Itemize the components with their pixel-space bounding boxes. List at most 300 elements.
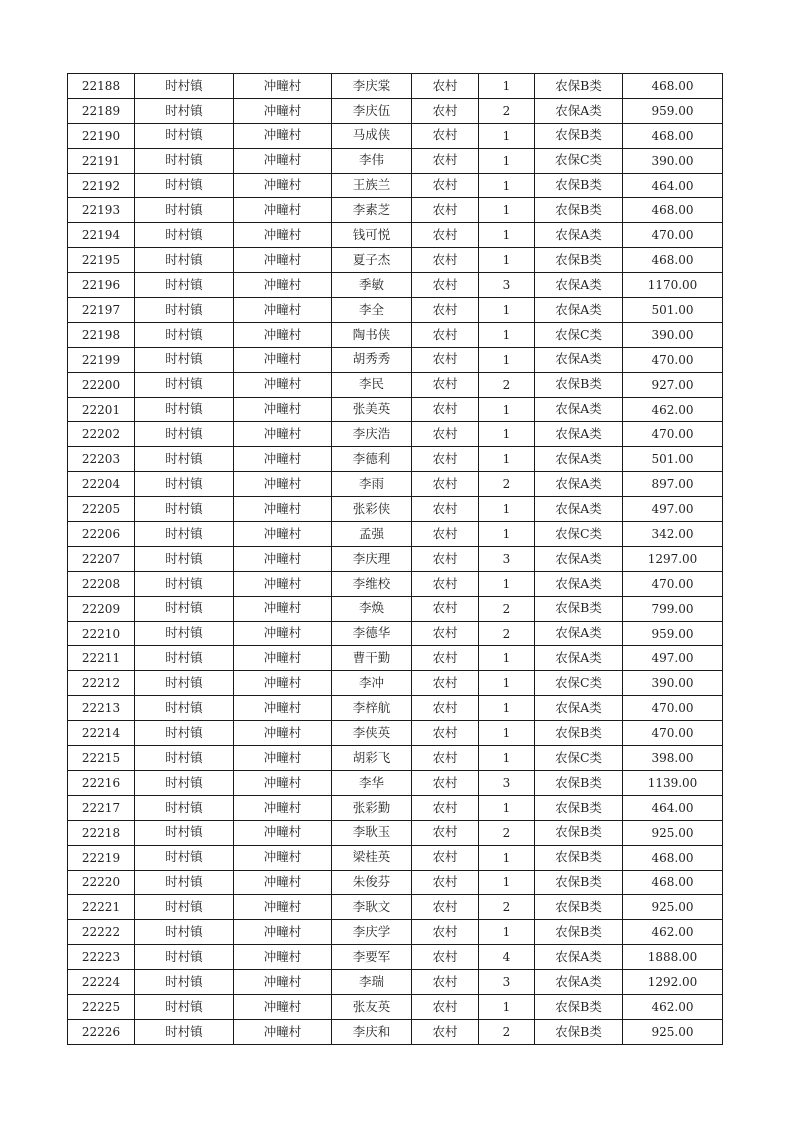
household-count-cell: 1 [479,248,535,273]
insurance-category-cell: 农保C类 [535,148,623,173]
amount-cell: 468.00 [623,845,723,870]
residence-type-cell: 农村 [412,198,479,223]
insurance-category-cell: 农保A类 [535,397,623,422]
household-count-cell: 2 [479,472,535,497]
insurance-category-cell: 农保B类 [535,845,623,870]
town-cell: 时村镇 [135,522,234,547]
household-count-cell: 1 [479,571,535,596]
household-count-cell: 3 [479,273,535,298]
insurance-category-cell: 农保B类 [535,596,623,621]
table-row [68,820,723,845]
row-number-cell: 22210 [68,621,135,646]
row-number-cell: 22216 [68,770,135,795]
town-cell: 时村镇 [135,820,234,845]
row-number-cell: 22188 [68,74,135,99]
insurance-category-cell: 农保C类 [535,322,623,347]
row-number-cell: 22223 [68,945,135,970]
residence-type-cell: 农村 [412,273,479,298]
residence-type-cell: 农村 [412,795,479,820]
table-row [68,895,723,920]
village-cell: 冲疃村 [234,596,332,621]
residence-type-cell: 农村 [412,322,479,347]
insurance-category-cell: 农保A类 [535,347,623,372]
amount-cell: 342.00 [623,522,723,547]
table-body [68,74,723,1045]
town-cell: 时村镇 [135,173,234,198]
table-row [68,721,723,746]
town-cell: 时村镇 [135,770,234,795]
amount-cell: 398.00 [623,746,723,771]
name-cell: 李耿文 [332,895,412,920]
name-cell: 张美英 [332,397,412,422]
residence-type-cell: 农村 [412,497,479,522]
name-cell: 李庆理 [332,546,412,571]
town-cell: 时村镇 [135,298,234,323]
amount-cell: 468.00 [623,123,723,148]
amount-cell: 464.00 [623,795,723,820]
village-cell: 冲疃村 [234,696,332,721]
village-cell: 冲疃村 [234,198,332,223]
residence-type-cell: 农村 [412,397,479,422]
household-count-cell: 2 [479,98,535,123]
name-cell: 胡彩飞 [332,746,412,771]
town-cell: 时村镇 [135,223,234,248]
residence-type-cell: 农村 [412,820,479,845]
village-cell: 冲疃村 [234,397,332,422]
town-cell: 时村镇 [135,696,234,721]
village-cell: 冲疃村 [234,970,332,995]
insurance-category-cell: 农保B类 [535,820,623,845]
residence-type-cell: 农村 [412,621,479,646]
residence-type-cell: 农村 [412,173,479,198]
insurance-category-cell: 农保A类 [535,298,623,323]
household-count-cell: 2 [479,372,535,397]
insurance-category-cell: 农保B类 [535,870,623,895]
insurance-category-cell: 农保A类 [535,571,623,596]
village-cell: 冲疃村 [234,546,332,571]
amount-cell: 462.00 [623,397,723,422]
amount-cell: 897.00 [623,472,723,497]
name-cell: 钱可悦 [332,223,412,248]
name-cell: 李冲 [332,671,412,696]
amount-cell: 1292.00 [623,970,723,995]
residence-type-cell: 农村 [412,74,479,99]
row-number-cell: 22204 [68,472,135,497]
table-row [68,397,723,422]
table-row [68,372,723,397]
table-row [68,596,723,621]
row-number-cell: 22197 [68,298,135,323]
town-cell: 时村镇 [135,98,234,123]
row-number-cell: 22203 [68,447,135,472]
residence-type-cell: 农村 [412,248,479,273]
insurance-category-cell: 农保A类 [535,497,623,522]
row-number-cell: 22207 [68,546,135,571]
village-cell: 冲疃村 [234,123,332,148]
name-cell: 李梓航 [332,696,412,721]
amount-cell: 1170.00 [623,273,723,298]
town-cell: 时村镇 [135,447,234,472]
amount-cell: 470.00 [623,422,723,447]
residence-type-cell: 农村 [412,372,479,397]
row-number-cell: 22226 [68,1019,135,1044]
name-cell: 李焕 [332,596,412,621]
residence-type-cell: 农村 [412,945,479,970]
insurance-category-cell: 农保A类 [535,696,623,721]
row-number-cell: 22219 [68,845,135,870]
name-cell: 张彩侠 [332,497,412,522]
amount-cell: 468.00 [623,870,723,895]
table-row [68,770,723,795]
name-cell: 王族兰 [332,173,412,198]
village-cell: 冲疃村 [234,422,332,447]
town-cell: 时村镇 [135,472,234,497]
household-count-cell: 1 [479,746,535,771]
residence-type-cell: 农村 [412,870,479,895]
village-cell: 冲疃村 [234,173,332,198]
row-number-cell: 22194 [68,223,135,248]
village-cell: 冲疃村 [234,447,332,472]
table-row [68,322,723,347]
table-row [68,746,723,771]
name-cell: 胡秀秀 [332,347,412,372]
residence-type-cell: 农村 [412,970,479,995]
name-cell: 李素芝 [332,198,412,223]
name-cell: 李德华 [332,621,412,646]
household-count-cell: 1 [479,123,535,148]
village-cell: 冲疃村 [234,895,332,920]
insurance-category-cell: 农保B类 [535,721,623,746]
residence-type-cell: 农村 [412,298,479,323]
amount-cell: 497.00 [623,646,723,671]
table-row [68,1019,723,1044]
name-cell: 李维校 [332,571,412,596]
residence-type-cell: 农村 [412,347,479,372]
table-row [68,98,723,123]
table-row [68,497,723,522]
household-count-cell: 1 [479,447,535,472]
name-cell: 陶书侠 [332,322,412,347]
row-number-cell: 22222 [68,920,135,945]
town-cell: 时村镇 [135,1019,234,1044]
row-number-cell: 22205 [68,497,135,522]
household-count-cell: 1 [479,870,535,895]
amount-cell: 470.00 [623,721,723,746]
insurance-category-cell: 农保A类 [535,546,623,571]
residence-type-cell: 农村 [412,422,479,447]
household-count-cell: 3 [479,770,535,795]
table-row [68,472,723,497]
insurance-category-cell: 农保B类 [535,770,623,795]
name-cell: 马成侠 [332,123,412,148]
amount-cell: 959.00 [623,621,723,646]
amount-cell: 390.00 [623,322,723,347]
insurance-category-cell: 农保C类 [535,522,623,547]
household-count-cell: 2 [479,895,535,920]
town-cell: 时村镇 [135,273,234,298]
amount-cell: 925.00 [623,820,723,845]
name-cell: 夏子杰 [332,248,412,273]
insurance-category-cell: 农保B类 [535,198,623,223]
name-cell: 张友英 [332,994,412,1019]
row-number-cell: 22189 [68,98,135,123]
residence-type-cell: 农村 [412,721,479,746]
insurance-category-cell: 农保B类 [535,248,623,273]
village-cell: 冲疃村 [234,721,332,746]
name-cell: 张彩勤 [332,795,412,820]
table-row [68,447,723,472]
row-number-cell: 22220 [68,870,135,895]
village-cell: 冲疃村 [234,646,332,671]
residence-type-cell: 农村 [412,98,479,123]
amount-cell: 925.00 [623,895,723,920]
row-number-cell: 22192 [68,173,135,198]
insurance-category-cell: 农保B类 [535,994,623,1019]
household-count-cell: 3 [479,970,535,995]
name-cell: 朱俊芬 [332,870,412,895]
table-row [68,994,723,1019]
town-cell: 时村镇 [135,422,234,447]
table-row [68,646,723,671]
name-cell: 李瑞 [332,970,412,995]
town-cell: 时村镇 [135,920,234,945]
amount-cell: 468.00 [623,74,723,99]
town-cell: 时村镇 [135,945,234,970]
amount-cell: 462.00 [623,994,723,1019]
village-cell: 冲疃村 [234,994,332,1019]
household-count-cell: 1 [479,795,535,820]
household-count-cell: 1 [479,148,535,173]
village-cell: 冲疃村 [234,845,332,870]
village-cell: 冲疃村 [234,795,332,820]
table-row [68,298,723,323]
residence-type-cell: 农村 [412,472,479,497]
row-number-cell: 22201 [68,397,135,422]
table-row [68,74,723,99]
row-number-cell: 22214 [68,721,135,746]
household-count-cell: 1 [479,347,535,372]
table-row [68,223,723,248]
town-cell: 时村镇 [135,621,234,646]
town-cell: 时村镇 [135,671,234,696]
name-cell: 李庆棠 [332,74,412,99]
name-cell: 李雨 [332,472,412,497]
amount-cell: 501.00 [623,447,723,472]
village-cell: 冲疃村 [234,671,332,696]
household-count-cell: 1 [479,298,535,323]
village-cell: 冲疃村 [234,74,332,99]
row-number-cell: 22218 [68,820,135,845]
household-count-cell: 1 [479,994,535,1019]
amount-cell: 959.00 [623,98,723,123]
insurance-category-cell: 农保B类 [535,920,623,945]
household-count-cell: 1 [479,522,535,547]
village-cell: 冲疃村 [234,1019,332,1044]
table-row [68,621,723,646]
town-cell: 时村镇 [135,895,234,920]
household-count-cell: 2 [479,621,535,646]
table-row [68,970,723,995]
amount-cell: 501.00 [623,298,723,323]
name-cell: 李庆学 [332,920,412,945]
name-cell: 梁桂英 [332,845,412,870]
row-number-cell: 22217 [68,795,135,820]
town-cell: 时村镇 [135,198,234,223]
insurance-category-cell: 农保B类 [535,1019,623,1044]
household-count-cell: 1 [479,920,535,945]
amount-cell: 925.00 [623,1019,723,1044]
household-count-cell: 1 [479,322,535,347]
residence-type-cell: 农村 [412,223,479,248]
village-cell: 冲疃村 [234,497,332,522]
insurance-category-cell: 农保B类 [535,372,623,397]
town-cell: 时村镇 [135,721,234,746]
row-number-cell: 22224 [68,970,135,995]
amount-cell: 470.00 [623,347,723,372]
table-row [68,546,723,571]
row-number-cell: 22200 [68,372,135,397]
row-number-cell: 22208 [68,571,135,596]
row-number-cell: 22209 [68,596,135,621]
household-count-cell: 3 [479,546,535,571]
household-count-cell: 1 [479,497,535,522]
amount-cell: 390.00 [623,671,723,696]
insurance-category-cell: 农保A类 [535,273,623,298]
village-cell: 冲疃村 [234,322,332,347]
name-cell: 李庆和 [332,1019,412,1044]
row-number-cell: 22212 [68,671,135,696]
village-cell: 冲疃村 [234,920,332,945]
name-cell: 李庆浩 [332,422,412,447]
village-cell: 冲疃村 [234,571,332,596]
insurance-category-cell: 农保A类 [535,422,623,447]
insurance-category-cell: 农保B类 [535,74,623,99]
amount-cell: 497.00 [623,497,723,522]
village-cell: 冲疃村 [234,372,332,397]
name-cell: 李侠英 [332,721,412,746]
town-cell: 时村镇 [135,596,234,621]
residence-type-cell: 农村 [412,571,479,596]
amount-cell: 1297.00 [623,546,723,571]
town-cell: 时村镇 [135,870,234,895]
household-count-cell: 1 [479,721,535,746]
residence-type-cell: 农村 [412,447,479,472]
row-number-cell: 22221 [68,895,135,920]
row-number-cell: 22190 [68,123,135,148]
insurance-category-cell: 农保A类 [535,447,623,472]
town-cell: 时村镇 [135,546,234,571]
name-cell: 孟强 [332,522,412,547]
name-cell: 季敏 [332,273,412,298]
name-cell: 李民 [332,372,412,397]
amount-cell: 927.00 [623,372,723,397]
residence-type-cell: 农村 [412,522,479,547]
town-cell: 时村镇 [135,746,234,771]
amount-cell: 470.00 [623,571,723,596]
residence-type-cell: 农村 [412,845,479,870]
table-row [68,870,723,895]
village-cell: 冲疃村 [234,621,332,646]
residence-type-cell: 农村 [412,746,479,771]
insurance-category-cell: 农保B类 [535,795,623,820]
table-row [68,945,723,970]
residence-type-cell: 农村 [412,770,479,795]
village-cell: 冲疃村 [234,945,332,970]
residence-type-cell: 农村 [412,1019,479,1044]
row-number-cell: 22191 [68,148,135,173]
row-number-cell: 22193 [68,198,135,223]
household-count-cell: 1 [479,223,535,248]
town-cell: 时村镇 [135,845,234,870]
household-count-cell: 2 [479,820,535,845]
name-cell: 李庆伍 [332,98,412,123]
insurance-category-cell: 农保B类 [535,173,623,198]
insurance-category-cell: 农保A类 [535,98,623,123]
village-cell: 冲疃村 [234,347,332,372]
name-cell: 李伟 [332,148,412,173]
name-cell: 李华 [332,770,412,795]
amount-cell: 468.00 [623,198,723,223]
amount-cell: 1888.00 [623,945,723,970]
town-cell: 时村镇 [135,248,234,273]
insurance-category-cell: 农保B类 [535,895,623,920]
town-cell: 时村镇 [135,347,234,372]
row-number-cell: 22196 [68,273,135,298]
row-number-cell: 22225 [68,994,135,1019]
village-cell: 冲疃村 [234,223,332,248]
residence-type-cell: 农村 [412,696,479,721]
amount-cell: 1139.00 [623,770,723,795]
table-row [68,248,723,273]
row-number-cell: 22199 [68,347,135,372]
village-cell: 冲疃村 [234,746,332,771]
household-count-cell: 1 [479,646,535,671]
insurance-category-cell: 农保C类 [535,746,623,771]
amount-cell: 470.00 [623,696,723,721]
insurance-category-cell: 农保A类 [535,970,623,995]
table-row [68,571,723,596]
amount-cell: 470.00 [623,223,723,248]
town-cell: 时村镇 [135,148,234,173]
name-cell: 曹干勤 [332,646,412,671]
town-cell: 时村镇 [135,74,234,99]
table-row [68,920,723,945]
town-cell: 时村镇 [135,322,234,347]
village-cell: 冲疃村 [234,248,332,273]
village-cell: 冲疃村 [234,870,332,895]
insurance-category-cell: 农保C类 [535,671,623,696]
amount-cell: 390.00 [623,148,723,173]
table-row [68,173,723,198]
town-cell: 时村镇 [135,123,234,148]
amount-cell: 468.00 [623,248,723,273]
village-cell: 冲疃村 [234,148,332,173]
household-count-cell: 4 [479,945,535,970]
row-number-cell: 22195 [68,248,135,273]
table-row [68,522,723,547]
village-cell: 冲疃村 [234,273,332,298]
row-number-cell: 22215 [68,746,135,771]
household-count-cell: 2 [479,1019,535,1044]
table-row [68,795,723,820]
name-cell: 李德利 [332,447,412,472]
row-number-cell: 22211 [68,646,135,671]
residence-type-cell: 农村 [412,596,479,621]
town-cell: 时村镇 [135,497,234,522]
household-count-cell: 1 [479,422,535,447]
name-cell: 李全 [332,298,412,323]
row-number-cell: 22213 [68,696,135,721]
